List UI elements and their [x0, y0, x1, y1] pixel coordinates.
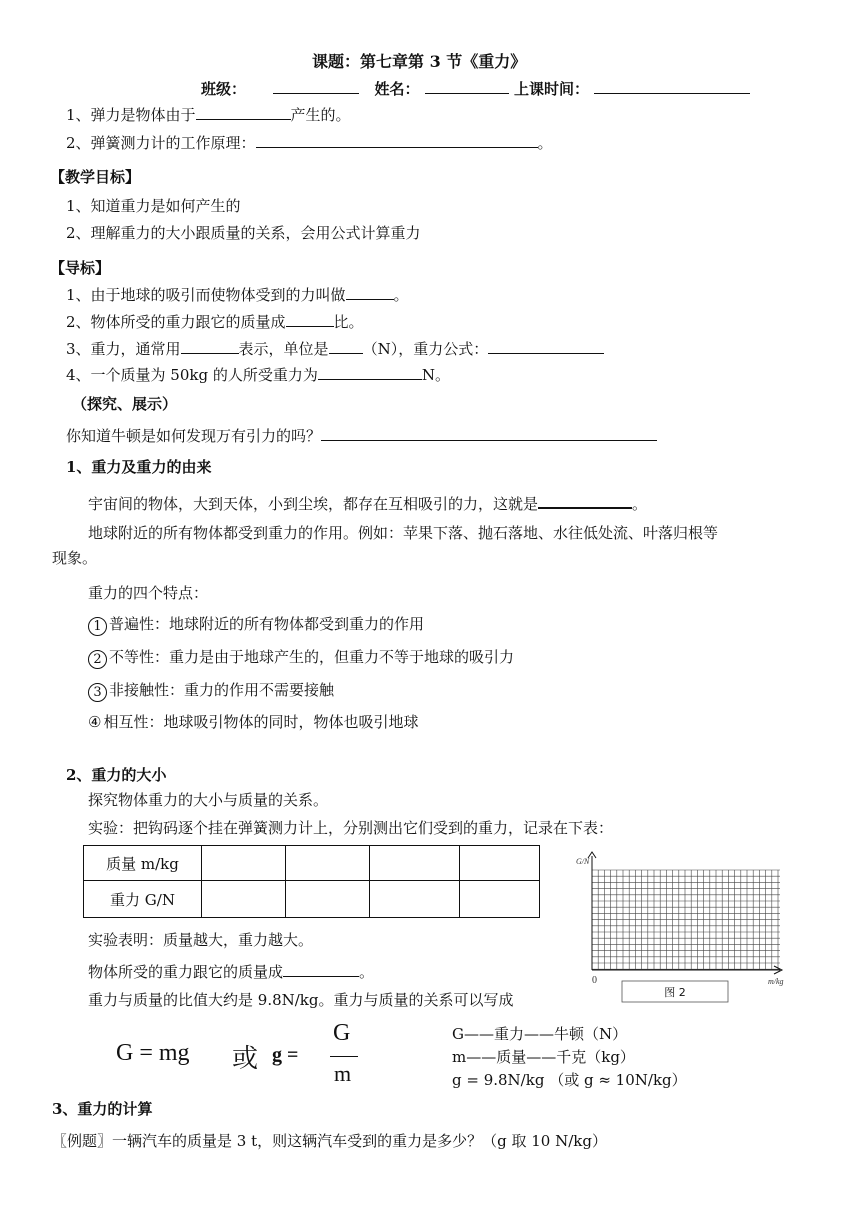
- guide-q2-blank[interactable]: [286, 310, 334, 327]
- feature-item: [88, 647, 514, 669]
- fraction-bar: [330, 1056, 358, 1057]
- section1-p1-blank[interactable]: [538, 491, 632, 509]
- table-cell[interactable]: [286, 881, 370, 918]
- review-q2: [66, 131, 553, 153]
- class-blank[interactable]: [273, 77, 359, 94]
- review-q2-text: 2、弹簧测力计的工作原理：: [66, 134, 256, 152]
- circled-number: ④: [88, 713, 102, 731]
- time-blank[interactable]: [594, 77, 750, 94]
- review-q1-suffix: 产生的。: [290, 106, 351, 124]
- section2-proportion: [88, 960, 374, 982]
- table-cell[interactable]: [202, 846, 286, 881]
- table-row: [84, 846, 540, 881]
- legend-line: m——质量——千克（kg）: [452, 1048, 635, 1066]
- guide-q3-blank1[interactable]: [181, 337, 239, 354]
- data-table: [83, 845, 540, 918]
- proportion-suffix: 。: [359, 963, 375, 981]
- section1-heading: 1、重力及重力的由来: [66, 458, 212, 476]
- guide-heading: 【导标】: [50, 259, 111, 277]
- feature-text: 相互性：地球吸引物体的同时，物体也吸引地球: [103, 713, 419, 731]
- feature-item: [88, 614, 424, 636]
- table-row: [84, 881, 540, 918]
- review-q1-text: 1、弹力是物体由于: [66, 106, 196, 124]
- guide-q1-text: 1、由于地球的吸引而使物体受到的力叫做: [66, 286, 346, 304]
- objectives-heading: 【教学目标】: [50, 168, 141, 186]
- circled-number: 2: [88, 650, 107, 669]
- objective-item: 1、知道重力是如何产生的: [66, 197, 241, 215]
- legend-line: G——重力——牛顿（N）: [452, 1025, 628, 1043]
- name-label: 姓名：: [374, 80, 420, 98]
- section1-p2-line1: 地球附近的所有物体都受到重力的作用。例如：苹果下落、抛石落地、水往低处流、叶落归根等: [88, 524, 719, 542]
- student-info-line: [201, 77, 750, 99]
- explore-heading: （探究、展示）: [72, 395, 178, 413]
- guide-q3-blank3[interactable]: [488, 337, 604, 354]
- section1-p1-text: 宇宙间的物体，大到天体，小到尘埃，都存在互相吸引的力，这就是: [88, 495, 539, 513]
- guide-q3-blank2[interactable]: [329, 337, 363, 354]
- review-q2-blank[interactable]: [256, 131, 538, 148]
- guide-q1-blank[interactable]: [346, 283, 394, 300]
- graph-x-label: m/kg: [768, 977, 784, 986]
- review-q1: [66, 103, 351, 125]
- section2-line2: 实验：把钩码逐个挂在弹簧测力计上，分别测出它们受到的重力，记录在下表：: [88, 819, 614, 837]
- table-cell[interactable]: [286, 846, 370, 881]
- feature-item: [88, 712, 418, 732]
- gm-graph: [570, 848, 800, 1008]
- table-header-cell: 质量 m/kg: [84, 846, 202, 881]
- guide-q1: [66, 283, 409, 305]
- guide-q3-text1: 3、重力，通常用: [66, 340, 181, 358]
- section1-p1-suffix: 。: [632, 495, 648, 513]
- guide-q2-text: 2、物体所受的重力跟它的质量成: [66, 313, 286, 331]
- review-q2-suffix: 。: [537, 134, 553, 152]
- review-q1-blank[interactable]: [196, 103, 291, 120]
- guide-q3: [66, 337, 604, 359]
- proportion-blank[interactable]: [283, 960, 359, 977]
- guide-q2: [66, 310, 364, 332]
- legend-line: g = 9.8N/kg （或 g ≈ 10N/kg）: [452, 1071, 687, 1089]
- table-cell[interactable]: [202, 881, 286, 918]
- feature-text: 非接触性：重力的作用不需要接触: [109, 681, 335, 699]
- features-title: 重力的四个特点：: [88, 584, 209, 602]
- section3-heading: 3、重力的计算: [52, 1100, 153, 1118]
- guide-q1-suffix: 。: [393, 286, 409, 304]
- objective-item: 2、理解重力的大小跟质量的关系，会用公式计算重力: [66, 224, 421, 242]
- graph-grid: [592, 870, 780, 970]
- class-label: 班级：: [201, 80, 247, 98]
- name-blank[interactable]: [425, 77, 509, 94]
- table-cell[interactable]: [460, 881, 540, 918]
- section2-result: 实验表明：质量越大，重力越大。: [88, 931, 314, 949]
- example-question: 〖例题〗一辆汽车的质量是 3 t，则这辆汽车受到的重力是多少？（g 取 10 N/kg）: [52, 1132, 607, 1150]
- feature-item: [88, 680, 334, 702]
- time-label: 上课时间：: [513, 80, 589, 98]
- explore-question-text: 你知道牛顿是如何发现万有引力的吗？: [66, 427, 322, 445]
- graph-origin: 0: [592, 975, 597, 986]
- formula-gmg: G = mg: [116, 1040, 190, 1066]
- formula-g-equals: g =: [272, 1044, 299, 1066]
- circled-number: 3: [88, 683, 107, 702]
- section1-p1: [88, 491, 647, 514]
- section2-line1: 探究物体重力的大小与质量的关系。: [88, 791, 329, 809]
- table-cell[interactable]: [460, 846, 540, 881]
- feature-text: 不等性：重力是由于地球产生的，但重力不等于地球的吸引力: [109, 648, 515, 666]
- guide-q4-blank[interactable]: [318, 363, 422, 380]
- table-cell[interactable]: [370, 881, 460, 918]
- formula-or: 或: [232, 1044, 259, 1074]
- page-title: 课题：第七章第 3 节《重力》: [312, 52, 527, 71]
- feature-text: 普遍性：地球附近的所有物体都受到重力的作用: [109, 615, 425, 633]
- guide-q3-text3: （N），重力公式：: [362, 340, 489, 358]
- circled-number: 1: [88, 617, 107, 636]
- table-cell[interactable]: [370, 846, 460, 881]
- guide-q2-suffix: 比。: [333, 313, 364, 331]
- formula-numerator: G: [333, 1020, 351, 1046]
- section2-heading: 2、重力的大小: [66, 766, 167, 784]
- section2-ratio: 重力与质量的比值大约是 9.8N/kg。重力与质量的关系可以写成: [88, 991, 514, 1009]
- guide-q4-text: 4、一个质量为 50kg 的人所受重力为: [66, 366, 318, 384]
- guide-q4-suffix: N。: [421, 366, 450, 384]
- section1-p2-line2: 现象。: [52, 549, 98, 567]
- formula-denominator: m: [334, 1061, 352, 1086]
- explore-question: [66, 424, 657, 446]
- guide-q3-text2: 表示，单位是: [238, 340, 329, 358]
- graph-y-label: G/N: [576, 857, 590, 866]
- explore-blank[interactable]: [321, 424, 657, 441]
- guide-q4: [66, 363, 450, 385]
- proportion-text: 物体所受的重力跟它的质量成: [88, 963, 284, 981]
- graph-caption: 图 2: [664, 986, 686, 999]
- table-header-cell: 重力 G/N: [84, 881, 202, 918]
